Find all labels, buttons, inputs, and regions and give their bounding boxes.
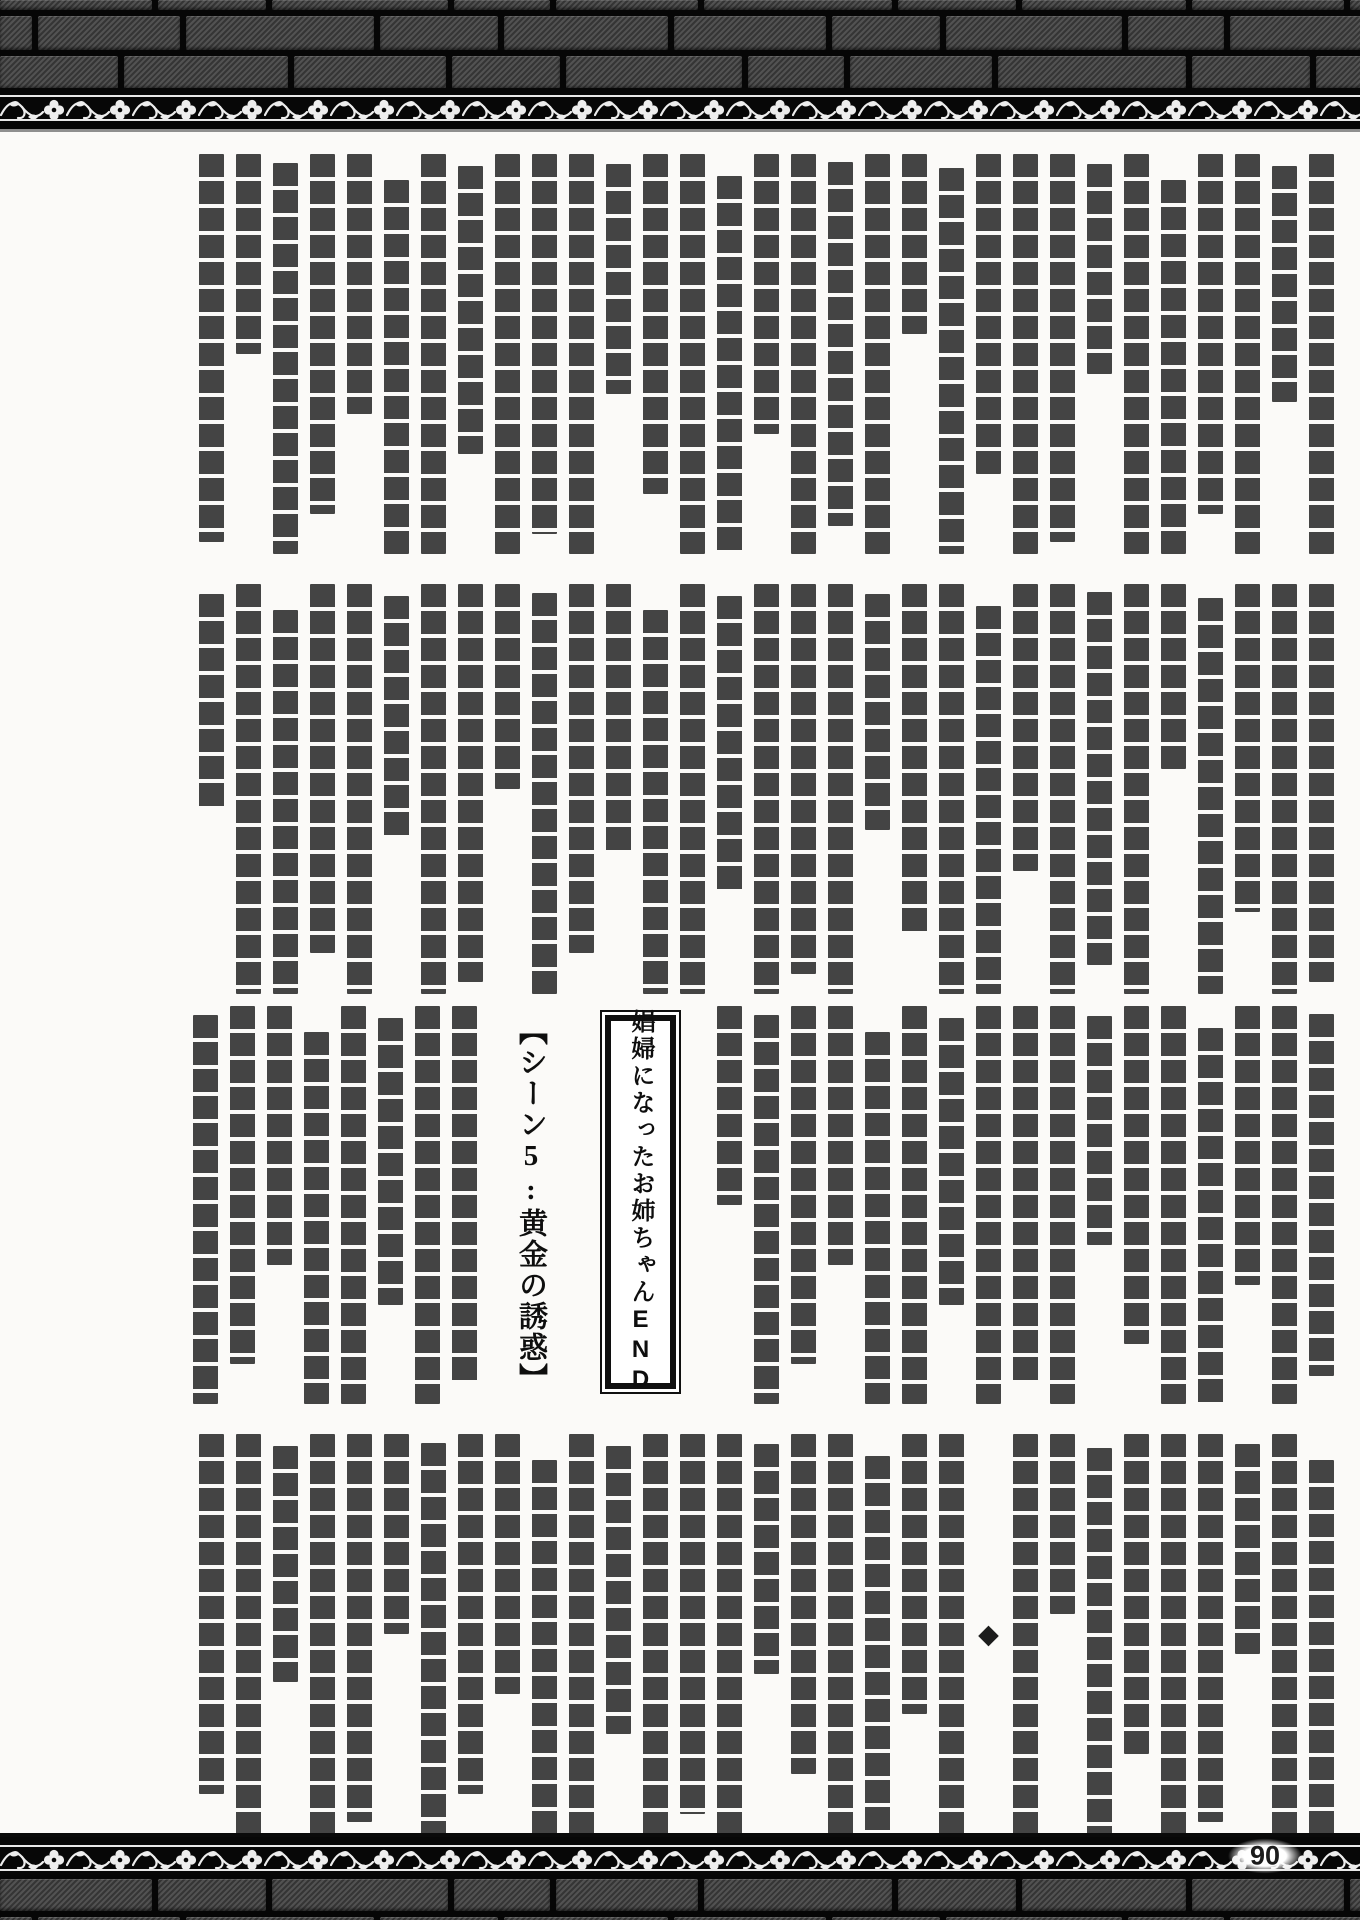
brick-row [0, 16, 1360, 50]
redacted-text-column [458, 584, 483, 982]
redacted-text-column [1124, 154, 1149, 554]
redacted-text-column [199, 594, 224, 810]
brick [0, 56, 118, 88]
brick [0, 1879, 152, 1911]
redacted-text-column [310, 1434, 335, 1833]
redacted-text-column [606, 1446, 631, 1734]
brick [504, 16, 668, 50]
redacted-text-column [865, 154, 890, 554]
redacted-text-column [1272, 584, 1297, 994]
brick [272, 0, 448, 10]
brick [454, 0, 550, 10]
redacted-text-column [939, 1018, 964, 1305]
page-number: 90 [1228, 1839, 1302, 1874]
text-band-2 [168, 584, 1334, 994]
redacted-text-column [569, 584, 594, 953]
redacted-text-column [495, 1434, 520, 1694]
redacted-text-column [532, 1460, 557, 1833]
brick [850, 56, 992, 88]
redacted-text-column [1050, 1434, 1075, 1614]
redacted-text-column [828, 1434, 853, 1833]
redacted-text-column [310, 584, 335, 953]
redacted-text-column [1272, 1006, 1297, 1404]
redacted-text-column [236, 1434, 261, 1833]
redacted-text-column [902, 584, 927, 933]
brick-wall-top [0, 0, 1360, 88]
redacted-text-column [902, 154, 927, 334]
redacted-text-column [347, 154, 372, 414]
redacted-text-column [273, 610, 298, 994]
redacted-text-column [415, 1006, 440, 1404]
redacted-text-column [1087, 1016, 1112, 1245]
redacted-text-column [902, 1434, 927, 1714]
redacted-text-column [199, 154, 224, 542]
brick [1350, 1879, 1360, 1911]
brick [1350, 0, 1360, 10]
redacted-text-column [939, 168, 964, 554]
redacted-text-column [1309, 584, 1334, 982]
redacted-text-column [865, 1032, 890, 1404]
page-body [0, 132, 1360, 1833]
scene-separator-diamond: ◆ [978, 1618, 999, 1649]
brick [566, 56, 742, 88]
redacted-text-column [865, 1456, 890, 1833]
ornament-border-top [0, 88, 1360, 132]
redacted-text-column [643, 154, 668, 494]
redacted-text-column [606, 164, 631, 394]
redacted-text-column [1235, 584, 1260, 912]
redacted-text-column [1198, 1434, 1223, 1822]
redacted-text-column [717, 176, 742, 554]
redacted-text-column [1087, 1448, 1112, 1833]
redacted-text-column [754, 1444, 779, 1674]
brick-row [0, 56, 1360, 88]
redacted-text-column [458, 166, 483, 454]
text-band-4 [168, 1434, 1334, 1833]
redacted-text-column [606, 584, 631, 851]
redacted-text-column [643, 610, 668, 994]
text-band-1 [168, 154, 1334, 554]
redacted-text-column [754, 1015, 779, 1404]
brick [1022, 0, 1186, 10]
floral-vine-pattern-top [0, 95, 1360, 121]
redacted-text-column [1087, 164, 1112, 374]
redacted-text-column [680, 1434, 705, 1814]
redacted-text-column [791, 1434, 816, 1774]
redacted-text-column [230, 1006, 255, 1364]
redacted-text-column [236, 584, 261, 994]
redacted-text-column [1124, 1434, 1149, 1754]
redacted-text-column [1013, 1434, 1038, 1833]
redacted-text-column [199, 1434, 224, 1794]
redacted-text-column [976, 154, 1001, 474]
brick [704, 1879, 892, 1911]
redacted-text-column [976, 1006, 1001, 1404]
redacted-text-column [643, 1434, 668, 1833]
redacted-text-column [717, 596, 742, 892]
brick [1128, 16, 1224, 50]
brick [898, 0, 1016, 10]
brick [556, 0, 698, 10]
redacted-text-column [1013, 584, 1038, 871]
brick [0, 16, 32, 50]
redacted-column-group [705, 1006, 1334, 1404]
redacted-text-column [495, 584, 520, 789]
redacted-text-column [1013, 1006, 1038, 1384]
redacted-text-column [828, 1006, 853, 1265]
brick [704, 0, 892, 10]
redacted-text-column [452, 1006, 477, 1384]
brick [294, 56, 446, 88]
redacted-text-column [532, 593, 557, 994]
ornament-border-bottom [0, 1833, 1360, 1875]
redacted-text-column [1198, 154, 1223, 514]
redacted-text-column [193, 1015, 218, 1404]
redacted-column-group [187, 154, 1334, 554]
redacted-text-column [680, 584, 705, 994]
redacted-text-column [304, 1032, 329, 1404]
brick [38, 16, 180, 50]
redacted-column-group [181, 1006, 477, 1404]
redacted-text-column [273, 163, 298, 554]
brick [0, 0, 152, 10]
redacted-text-column [495, 154, 520, 554]
brick [1192, 56, 1310, 88]
redacted-text-column [828, 584, 853, 994]
redacted-text-column [717, 1434, 742, 1833]
redacted-text-column [1050, 584, 1075, 994]
brick [1316, 56, 1360, 88]
redacted-text-column [1050, 154, 1075, 542]
end-title: 娼婦になったお姉ちゃんEND [627, 1008, 654, 1396]
redacted-text-column [267, 1006, 292, 1265]
brick [898, 1879, 1016, 1911]
redacted-text-column [341, 1006, 366, 1404]
redacted-text-column [421, 1443, 446, 1833]
redacted-text-column [1309, 154, 1334, 554]
redacted-text-column [1235, 154, 1260, 554]
brick [158, 1879, 266, 1911]
redacted-text-column [680, 154, 705, 554]
end-title-box [600, 1010, 681, 1394]
redacted-text-column [569, 1434, 594, 1833]
redacted-text-column [939, 1434, 964, 1833]
redacted-text-column [273, 1446, 298, 1682]
redacted-text-column [1161, 1006, 1186, 1404]
redacted-text-column [1198, 1028, 1223, 1404]
brick [1230, 16, 1360, 50]
brick [998, 56, 1186, 88]
brick [124, 56, 288, 88]
redacted-text-column [384, 596, 409, 838]
end-title-box-inner [605, 1008, 676, 1396]
redacted-text-column [791, 1006, 816, 1364]
redacted-column-group [187, 1434, 1334, 1833]
redacted-column-group [187, 584, 1334, 994]
redacted-text-column [1013, 154, 1038, 554]
redacted-text-column [1161, 180, 1186, 554]
brick [454, 1879, 550, 1911]
redacted-text-column [1235, 1006, 1260, 1285]
brick [186, 16, 374, 50]
brick [158, 0, 266, 10]
text-band-3 [168, 1006, 1334, 1404]
brick [272, 1879, 448, 1911]
scene-heading: 【シーン5:黄金の誘惑】 [515, 1016, 547, 1394]
redacted-text-column [1272, 166, 1297, 402]
brick [380, 16, 498, 50]
redacted-text-column [347, 584, 372, 994]
redacted-text-column [569, 154, 594, 554]
brick [1022, 1879, 1186, 1911]
redacted-text-column [1235, 1444, 1260, 1654]
redacted-text-column [384, 180, 409, 554]
redacted-text-column [1124, 584, 1149, 994]
redacted-text-column [865, 594, 890, 830]
redacted-text-column [1161, 1434, 1186, 1833]
brick-row [0, 1879, 1360, 1911]
redacted-text-column [458, 1434, 483, 1794]
brick [556, 1879, 698, 1911]
redacted-text-column [754, 154, 779, 434]
redacted-text-column [717, 1006, 742, 1205]
redacted-text-column [236, 154, 261, 354]
redacted-text-column [976, 606, 1001, 994]
brick [1192, 1879, 1344, 1911]
redacted-text-column [754, 584, 779, 994]
redacted-text-column [1087, 592, 1112, 965]
redacted-text-column [1198, 598, 1223, 994]
floral-vine-pattern-bottom [0, 1845, 1360, 1871]
redacted-text-column [791, 584, 816, 974]
redacted-text-column [1050, 1006, 1075, 1404]
redacted-text-column [1309, 1014, 1334, 1376]
brick-row [0, 0, 1360, 10]
redacted-text-column [939, 584, 964, 994]
redacted-text-column [1272, 1434, 1297, 1833]
redacted-text-column [791, 154, 816, 554]
redacted-text-column [532, 154, 557, 534]
redacted-text-column [1124, 1006, 1149, 1344]
brick [452, 56, 560, 88]
brick [832, 16, 940, 50]
redacted-text-column [828, 162, 853, 526]
redacted-text-column [310, 154, 335, 514]
brick [1192, 0, 1344, 10]
brick [946, 16, 1122, 50]
brick [674, 16, 826, 50]
redacted-text-column [421, 154, 446, 554]
redacted-text-column [1309, 1460, 1334, 1833]
brick [748, 56, 844, 88]
redacted-text-column [378, 1018, 403, 1305]
redacted-text-column [347, 1434, 372, 1822]
redacted-text-column [384, 1434, 409, 1634]
redacted-text-column [421, 584, 446, 994]
redacted-text-column [1161, 584, 1186, 769]
brick-wall-bottom [0, 1875, 1360, 1920]
redacted-text-column [902, 1006, 927, 1404]
